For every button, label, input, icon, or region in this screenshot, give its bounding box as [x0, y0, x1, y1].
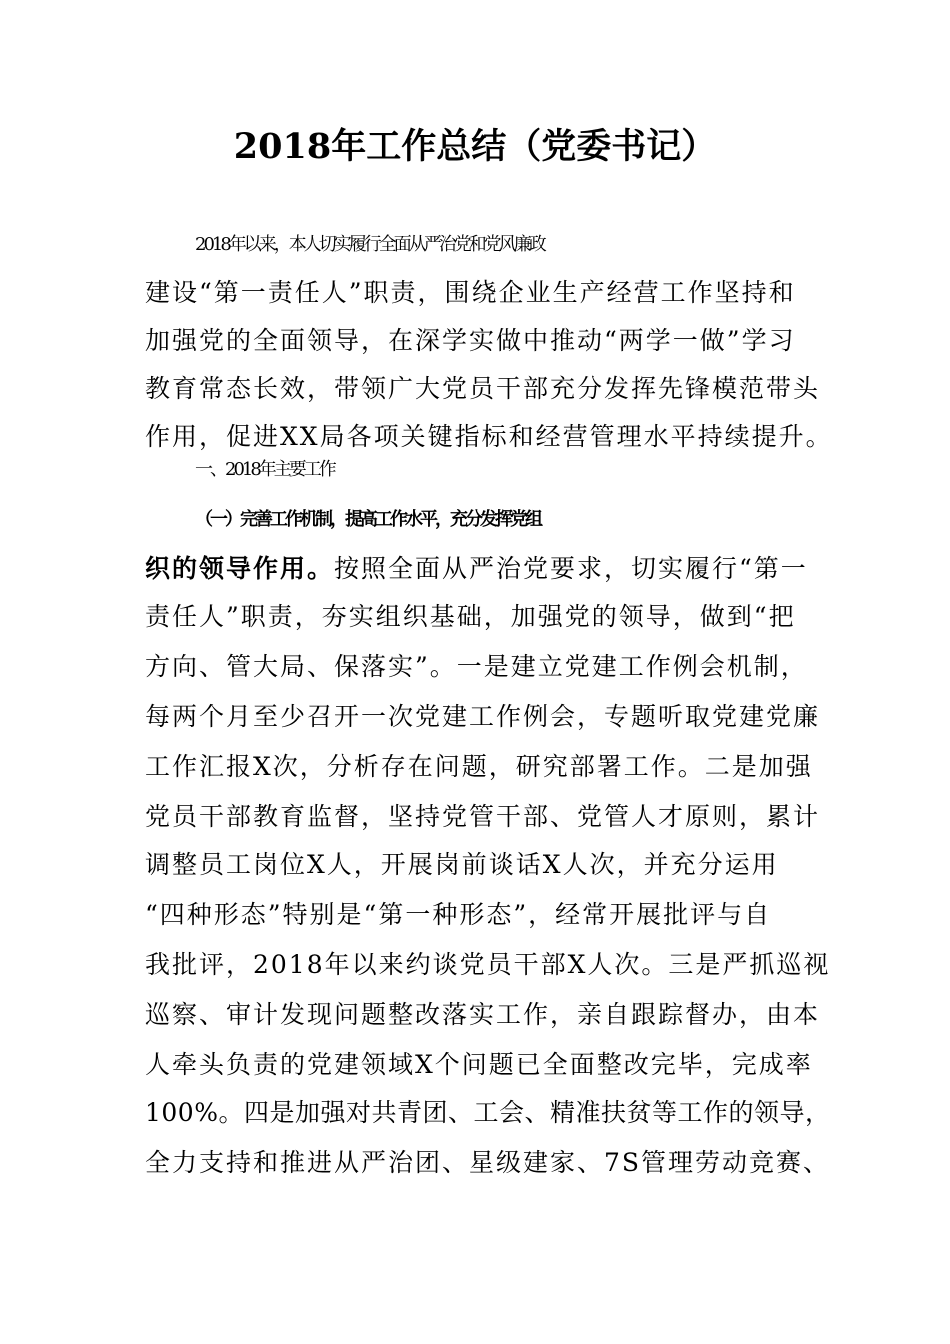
- paragraph-line: 人牵头负责的党建领域X个问题已全面整改完毕，完成率: [145, 1050, 813, 1079]
- section-heading: 一、2018年主要工作: [195, 459, 334, 480]
- paragraph-line: 方向、管大局、保落实”。一是建立党建工作例会机制，: [145, 652, 808, 681]
- paragraph-line: 作用，促进XX局各项关键指标和经营管理水平持续提升。: [145, 422, 833, 451]
- paragraph-line: 加强党的全面领导，在深学实做中推动“两学一做”学习: [145, 326, 796, 355]
- paragraph-line: 教育常态长效，带领广大党员干部充分发挥先锋模范带头: [145, 374, 821, 403]
- subsection-heading: （一）完善工作机制，提高工作水平，充分发挥党组: [195, 509, 540, 530]
- paragraph-line: 调整员工岗位X人，开展岗前谈话X人次，并充分运用: [145, 850, 779, 879]
- paragraph-line: 100%。四是加强对共青团、工会、精准扶贫等工作的领导，: [145, 1098, 831, 1127]
- paragraph-line: 党员干部教育监督，坚持党管干部、党管人才原则，累计: [145, 802, 821, 831]
- paragraph-line: 工作汇报X次，分析存在问题，研究部署工作。二是加强: [145, 752, 813, 781]
- paragraph-text: 按照全面从严治党要求，切实履行“第一: [334, 554, 808, 583]
- paragraph-line: 巡察、审计发现问题整改落实工作，亲自跟踪督办，由本: [145, 1000, 821, 1029]
- paragraph-line: [145, 549, 835, 589]
- paragraph-line: 每两个月至少召开一次党建工作例会，专题听取党建党廉: [145, 702, 821, 731]
- paragraph-line: 2018年以来，本人切实履行全面从严治党和党风廉政: [195, 234, 544, 255]
- subsection-heading-end: 织的领导作用。: [145, 554, 335, 583]
- paragraph-line: 责任人”职责，夯实组织基础，加强党的领导，做到“把: [145, 602, 796, 631]
- paragraph-line: 建设“第一责任人”职责，围绕企业生产经营工作坚持和: [145, 278, 796, 307]
- paragraph-line: 我批评，2018年以来约谈党员干部X人次。三是严抓巡视: [145, 950, 831, 979]
- paragraph-line: “四种形态”特别是“第一种形态”，经常开展批评与自: [145, 900, 772, 929]
- paragraph-line: 全力支持和推进从严治团、星级建家、7S管理劳动竞赛、: [145, 1148, 831, 1177]
- page-title: 2018年工作总结（党委书记）: [233, 126, 717, 167]
